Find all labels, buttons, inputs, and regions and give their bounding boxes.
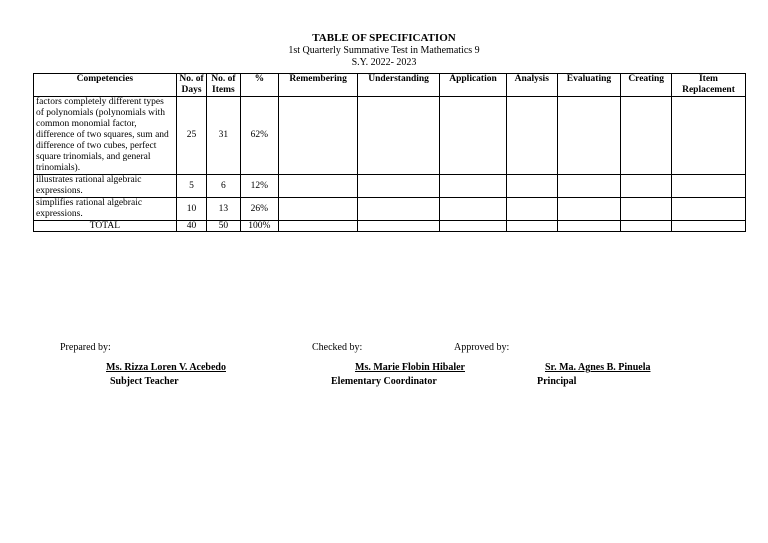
table-header-row	[34, 74, 746, 97]
competency-cell: factors completely different types of polynomials (polynomials with common monomial factor, difference of two squares, sum and difference of two cubes, perfect square trinomials, and general trinomials).	[34, 97, 177, 175]
item-replacement-cell	[671, 198, 745, 221]
analysis-cell	[506, 221, 557, 232]
table-row	[34, 175, 746, 198]
evaluating-cell	[557, 221, 621, 232]
header-percent: %	[240, 74, 278, 97]
analysis-cell	[506, 175, 557, 198]
header-understanding: Understanding	[358, 74, 440, 97]
items-cell: 6	[207, 175, 240, 198]
days-cell: 25	[176, 97, 206, 175]
teacher-role: Subject Teacher	[110, 376, 179, 387]
total-row	[34, 221, 746, 232]
header-remembering: Remembering	[279, 74, 358, 97]
application-cell	[440, 221, 507, 232]
item-replacement-cell	[671, 175, 745, 198]
evaluating-cell	[557, 175, 621, 198]
principal-name: Sr. Ma. Agnes B. Pinuela	[545, 362, 651, 373]
percent-cell: 12%	[240, 175, 278, 198]
understanding-cell	[358, 221, 440, 232]
evaluating-cell	[557, 97, 621, 175]
document-subtitle: 1st Quarterly Summative Test in Mathematics 9	[288, 45, 480, 56]
header-evaluating: Evaluating	[557, 74, 621, 97]
approved-by-label: Approved by:	[454, 342, 510, 353]
coordinator-name: Ms. Marie Flobin Hibaler	[355, 362, 465, 373]
days-cell: 10	[176, 198, 206, 221]
creating-cell	[621, 175, 672, 198]
header-item-replacement: Item Replacement	[671, 74, 745, 97]
item-replacement-cell	[671, 221, 745, 232]
coordinator-role: Elementary Coordinator	[331, 376, 437, 387]
item-replacement-cell	[671, 97, 745, 175]
application-cell	[440, 198, 507, 221]
total-label: TOTAL	[34, 221, 177, 232]
table-row	[34, 198, 746, 221]
remembering-cell	[279, 97, 358, 175]
header-items: No. of Items	[207, 74, 240, 97]
header-competencies: Competencies	[34, 74, 177, 97]
document-title: TABLE OF SPECIFICATION	[312, 32, 456, 44]
teacher-name: Ms. Rizza Loren V. Acebedo	[106, 362, 226, 373]
competency-cell: simplifies rational algebraic expressions.	[34, 198, 177, 221]
percent-cell: 26%	[240, 198, 278, 221]
creating-cell	[621, 97, 672, 175]
header-creating: Creating	[621, 74, 672, 97]
competency-cell: illustrates rational algebraic expressions.	[34, 175, 177, 198]
remembering-cell	[279, 198, 358, 221]
application-cell	[440, 97, 507, 175]
remembering-cell	[279, 175, 358, 198]
understanding-cell	[358, 198, 440, 221]
header-application: Application	[440, 74, 507, 97]
creating-cell	[621, 221, 672, 232]
understanding-cell	[358, 97, 440, 175]
school-year: S.Y. 2022- 2023	[351, 57, 417, 68]
percent-cell: 62%	[240, 97, 278, 175]
understanding-cell	[358, 175, 440, 198]
items-cell: 31	[207, 97, 240, 175]
analysis-cell	[506, 97, 557, 175]
header-days: No. of Days	[176, 74, 206, 97]
principal-role: Principal	[537, 376, 577, 387]
creating-cell	[621, 198, 672, 221]
analysis-cell	[506, 198, 557, 221]
table-row	[34, 97, 746, 175]
days-cell: 5	[176, 175, 206, 198]
header-analysis: Analysis	[506, 74, 557, 97]
prepared-by-label: Prepared by:	[60, 342, 111, 353]
application-cell	[440, 175, 507, 198]
document-header	[0, 32, 768, 69]
remembering-cell	[279, 221, 358, 232]
checked-by-label: Checked by:	[312, 342, 363, 353]
total-percent: 100%	[240, 221, 278, 232]
specification-table	[33, 73, 746, 232]
evaluating-cell	[557, 198, 621, 221]
items-cell: 13	[207, 198, 240, 221]
total-days: 40	[176, 221, 206, 232]
total-items: 50	[207, 221, 240, 232]
